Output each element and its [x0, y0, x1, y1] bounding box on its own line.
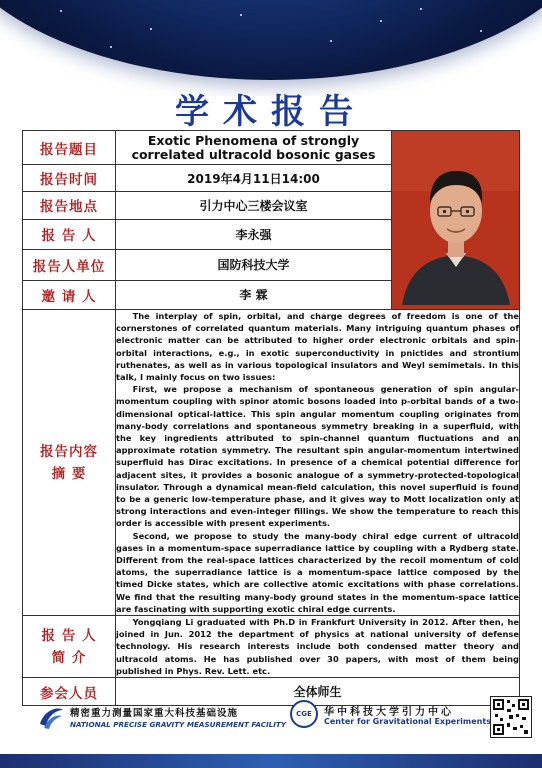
bio-label-line1: 报 告 人: [41, 627, 97, 644]
abstract-label-line1: 报告内容: [40, 443, 98, 460]
speaker-value: 李永强: [116, 219, 392, 249]
time-value: 2019年4月11日14:00: [116, 165, 392, 192]
qr-code-icon: [490, 696, 532, 738]
header-banner: [0, 0, 542, 96]
footer-band: [0, 754, 542, 768]
host-value: 李 霖: [116, 280, 392, 309]
topic-row: [23, 131, 520, 165]
abstract-content: [116, 310, 520, 616]
facility-name-en: NATIONAL PRECISE GRAVITY MEASUREMENT FACILITY: [70, 720, 287, 729]
time-label: 报告时间: [23, 165, 116, 192]
space-backdrop: [0, 0, 542, 80]
gravity-facility-logo-icon: [36, 702, 66, 732]
venue-value: 引力中心三楼会议室: [116, 192, 392, 220]
cge-logo-icon: [290, 700, 318, 728]
seminar-info-table: [22, 130, 520, 706]
page-title: 学术报告: [175, 92, 367, 132]
abstract-row: [23, 310, 520, 616]
bio-text: Yongqiang Li graduated with Ph.D in Frankfurt University in 2012. After then, he joined in Jun. 2012 the department of physics at national university of defense technology. His research interests include both condensed matter theory and ultracold atoms. He has published over 30 papers, with most of them being published in Phys. Rev. Lett. etc.: [116, 617, 519, 676]
affiliation-value: 国防科技大学: [116, 249, 392, 280]
affiliation-label: 报告人单位: [23, 249, 116, 280]
abstract-label: [23, 310, 116, 616]
cge-logo-text: CGE: [296, 710, 312, 718]
topic-label: 报告题目: [23, 131, 116, 165]
abstract-paragraph-3: Second, we propose to study the many-body chiral edge current of ultracold gases in a momentum-space superradiance lattice by coupling with a Rydberg state. Different from the real-space lattices characterized by the recoil momentum of cold atoms, the superradiance lattice is a momentum-space lattice composed by the timed Dicke states, which are collective atomic excitations with phase correlations. We find that the resulting many-body ground states in the momentum-space lattice are fascinating with supporting exotic chiral edge currents.: [116, 530, 519, 614]
abstract-label-line2: 摘 要: [51, 465, 87, 482]
audience-label: 参会人员: [23, 678, 116, 706]
center-name-cn: 华中科技大学引力中心: [324, 707, 454, 718]
topic-text: Exotic Phenomena of strongly correlated ultracold bosonic gases: [131, 132, 376, 162]
bio-content: [116, 616, 520, 678]
bio-row: [23, 616, 520, 678]
host-label: 邀 请 人: [23, 280, 116, 309]
venue-label: 报告地点: [23, 192, 116, 220]
audience-value: 全体师生: [116, 678, 520, 706]
bio-label: [23, 616, 116, 678]
speaker-photo: [392, 131, 520, 310]
speaker-portrait-image: [392, 131, 520, 305]
bio-label-line2: 简 介: [51, 649, 87, 666]
facility-name-cn: 精密重力测量国家重大科技基础设施: [70, 708, 239, 719]
footer: [0, 688, 542, 768]
speaker-label: 报 告 人: [23, 219, 116, 249]
topic-value: [116, 131, 392, 165]
abstract-paragraph-1: The interplay of spin, orbital, and charge degrees of freedom is one of the cornerstones of correlated quantum materials. Many intriguing quantum phases of electronic matter can be attributed to higher order electronic orbitals and spin-orbital interactions, e.g., in exotic superconductivity in pnictides and strontium ruthenates, as well as in various topological insulators and Weyl semimetals. In this talk, I mainly focus on two issues:: [116, 311, 519, 383]
abstract-paragraph-2: First, we propose a mechanism of spontaneous generation of spin angular-momentum coupling with spinor atomic bosons loaded into p-orbital bands of a two-dimensional optical-lattice. This spin angular momentum coupling originates from many-body correlations and spontaneous symmetry breaking in a superfluid, with the key ingredients attributed to spin-channel quantum fluctuations and an approximate rotation symmetry. The resultant spin angular-momentum intertwined superfluid has Dirac excitations. In presence of a chemical potential difference for adjacent sites, it provides a bosonic analogue of a symmetry-protected-topological insulator. Through a dynamical mean-field calculation, this novel superfluid is found to be a generic low-temperature phase, and it gives way to Mott localization only at strong interactions and even-integer fillings. We show the temperature to reach this order is accessible with present experiments.: [116, 384, 519, 529]
center-name-en: Center for Gravitational Experiments: [324, 717, 491, 726]
